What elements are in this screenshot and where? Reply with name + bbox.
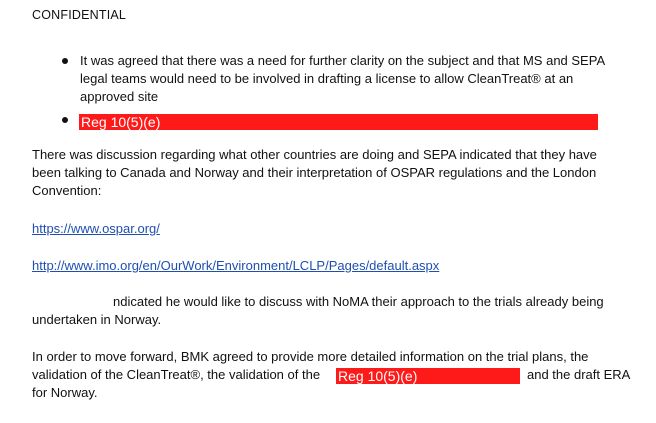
redaction-block-1: Reg 10(5)(e) [79,114,598,130]
ospar-link[interactable]: https://www.ospar.org/ [32,221,160,236]
paragraph-1-line-1: There was discussion regarding what other countries are doing and SEPA indicated that they have [32,147,597,162]
confidential-label: CONFIDENTIAL [32,8,127,22]
paragraph-3-line-1: In order to move forward, BMK agreed to provide more detailed information on the trial plans, the [32,349,589,364]
paragraph-1-line-2: been talking to Canada and Norway and their interpretation of OSPAR regulations and the London [32,165,597,180]
paragraph-2-line-1: ndicated he would like to discuss with NoMA their approach to the trials already being [113,294,604,309]
bullet-dot-2 [62,117,68,123]
paragraph-3-line-2-end: and the draft ERA [527,367,631,382]
bullet-1-line-1: It was agreed that there was a need for further clarity on the subject and that MS and SEPA [80,53,606,68]
imo-link[interactable]: http://www.imo.org/en/OurWork/Environment/LCLP/Pages/default.aspx [32,258,440,273]
paragraph-2-line-2: undertaken in Norway. [32,312,162,327]
bullet-dot-1 [62,58,68,64]
bullet-1-line-3: approved site [80,89,159,104]
redaction-block-2: Reg 10(5)(e) [336,368,520,384]
paragraph-3-line-3: for Norway. [32,385,98,400]
paragraph-3-line-2-start: validation of the CleanTreat®, the validation of the [32,367,321,382]
paragraph-1-line-3: Convention: [32,183,102,198]
bullet-1-line-2: legal teams would need to be involved in drafting a license to allow CleanTreat® at an [80,71,574,86]
